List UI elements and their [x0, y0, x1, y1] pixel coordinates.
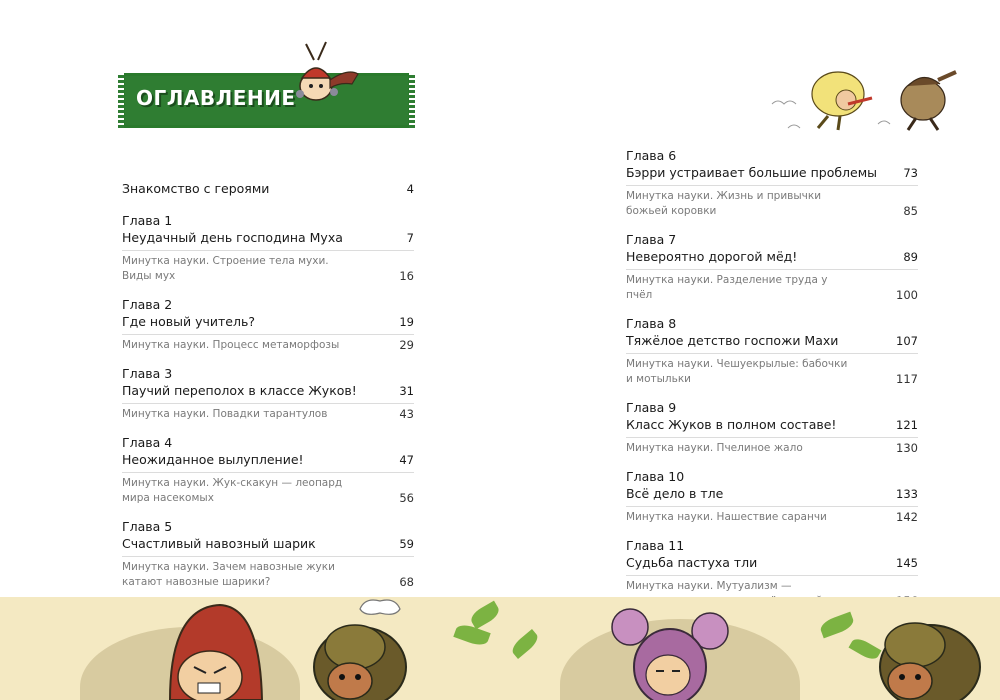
entry-page: 31 — [399, 384, 414, 398]
toc-chapter-group — [122, 296, 414, 353]
science-title: Минутка науки. Повадки тарантулов — [122, 408, 328, 420]
chapter-label: Глава 7 — [626, 232, 677, 247]
entry-title: Бэрри устраивает большие проблемы — [626, 165, 878, 180]
entry-title: Тяжёлое детство госпожи Махи — [626, 333, 839, 348]
entry-page: 89 — [903, 250, 918, 264]
chapter-label: Глава 5 — [122, 519, 173, 534]
toc-entry-chapter[interactable] — [626, 332, 918, 350]
beetle-character-icon — [300, 607, 420, 700]
entry-page: 59 — [399, 537, 414, 551]
toc-chapter-group — [122, 434, 414, 506]
entry-page: 7 — [406, 231, 414, 245]
toc-entry-science[interactable] — [122, 250, 414, 284]
science-page: 56 — [399, 491, 414, 505]
toc-entry-chapter[interactable] — [122, 382, 414, 400]
science-title: Минутка науки. Жук-скакун — леопард мира насекомых — [122, 477, 343, 504]
entry-page: 19 — [399, 315, 414, 329]
science-title: Минутка науки. Зачем навозные жуки катают навозные шарики? — [122, 561, 335, 588]
toc-entry-chapter[interactable] — [626, 164, 918, 182]
entry-page: 107 — [896, 334, 918, 348]
toc-entry-science[interactable] — [626, 353, 918, 387]
entry-page: 73 — [903, 166, 918, 180]
ladybug-character-icon — [150, 597, 280, 700]
toc-chapter-group — [122, 212, 414, 284]
chapter-label: Глава 6 — [626, 148, 677, 163]
toc-chapter-group — [626, 468, 918, 525]
toc-chapter-group — [122, 365, 414, 422]
entry-page: 145 — [896, 556, 918, 570]
science-page: 43 — [399, 407, 414, 421]
entry-title: Судьба пастуха тли — [626, 555, 758, 570]
science-page: 117 — [896, 372, 918, 386]
chapter-label: Глава 11 — [626, 538, 685, 553]
chapter-label: Глава 1 — [122, 213, 173, 228]
toc-entry-chapter[interactable] — [626, 554, 918, 572]
entry-title: Паучий переполох в классе Жуков! — [122, 383, 357, 398]
toc-chapter-group — [626, 399, 918, 456]
toc-entry-chapter[interactable] — [122, 451, 414, 469]
beetle-character-right-icon — [870, 607, 1000, 700]
speech-bubble-icon — [355, 597, 405, 619]
science-page: 68 — [399, 575, 414, 589]
science-title: Минутка науки. Строение тела мухи. Виды мух — [122, 255, 329, 282]
toc-entry-chapter[interactable] — [626, 416, 918, 434]
toc-entry-chapter[interactable] — [626, 248, 918, 266]
entry-page: 4 — [406, 182, 414, 196]
science-page: 85 — [903, 204, 918, 218]
running-characters-illustration — [768, 60, 968, 135]
entry-page: 121 — [896, 418, 918, 432]
entry-title: Всё дело в тле — [626, 486, 724, 501]
ladybug-mascot-icon — [286, 38, 366, 108]
toc-entry-science[interactable] — [122, 334, 414, 353]
toc-entry-chapter[interactable] — [122, 313, 414, 331]
toc-right-column — [626, 147, 918, 621]
science-title: Минутка науки. Нашествие саранчи — [626, 511, 827, 523]
science-page: 130 — [896, 441, 918, 455]
chapter-label: Глава 10 — [626, 469, 685, 484]
toc-entry-science[interactable] — [626, 185, 918, 219]
toc-entry-science[interactable] — [122, 403, 414, 422]
toc-chapter-group — [122, 518, 414, 590]
toc-entry-science[interactable] — [122, 472, 414, 506]
science-page: 142 — [896, 510, 918, 524]
toc-entry-science[interactable] — [626, 269, 918, 303]
toc-title-banner — [122, 73, 411, 128]
chapter-label: Глава 4 — [122, 435, 173, 450]
entry-title: Неожиданное вылупление! — [122, 452, 304, 467]
entry-title: Счастливый навозный шарик — [122, 536, 316, 551]
science-title: Минутка науки. Процесс метаморфозы — [122, 339, 340, 351]
toc-entry-science[interactable] — [626, 506, 918, 525]
entry-page: 133 — [896, 487, 918, 501]
toc-chapter-group — [626, 147, 918, 219]
entry-title: Невероятно дорогой мёд! — [626, 249, 798, 264]
science-page: 29 — [399, 338, 414, 352]
science-page: 16 — [399, 269, 414, 283]
entry-title: Знакомство с героями — [122, 181, 270, 196]
entry-title: Класс Жуков в полном составе! — [626, 417, 837, 432]
toc-entry-chapter[interactable] — [122, 535, 414, 553]
toc-entry-science[interactable] — [626, 437, 918, 456]
science-page: 100 — [896, 288, 918, 302]
toc-left-column — [122, 180, 414, 602]
entry-page: 47 — [399, 453, 414, 467]
science-title: Минутка науки. Жизнь и привычки божьей коровки — [626, 190, 822, 217]
chapter-label: Глава 3 — [122, 366, 173, 381]
chapter-label: Глава 9 — [626, 400, 677, 415]
chapter-label: Глава 2 — [122, 297, 173, 312]
toc-entry-chapter[interactable] — [626, 485, 918, 503]
science-title: Минутка науки. Мутуализм — — [626, 580, 792, 592]
science-title: Минутка науки. Чешуекрылые: бабочки и мотыльки — [626, 358, 848, 385]
toc-title: ОГЛАВЛЕНИЕ — [136, 86, 296, 110]
entry-title: Где новый учитель? — [122, 314, 255, 329]
entry-title: Неудачный день господина Муха — [122, 230, 343, 245]
moth-character-icon — [610, 597, 730, 700]
toc-entry-intro[interactable] — [122, 180, 414, 198]
toc-chapter-group — [626, 231, 918, 303]
bottom-illustration-strip — [0, 597, 1000, 700]
science-title: Минутка науки. Пчелиное жало — [626, 442, 803, 454]
toc-entry-chapter[interactable] — [122, 229, 414, 247]
toc-chapter-group — [626, 315, 918, 387]
toc-entry-science[interactable] — [122, 556, 414, 590]
science-title: Минутка науки. Разделение труда у пчёл — [626, 274, 828, 301]
chapter-label: Глава 8 — [626, 316, 677, 331]
